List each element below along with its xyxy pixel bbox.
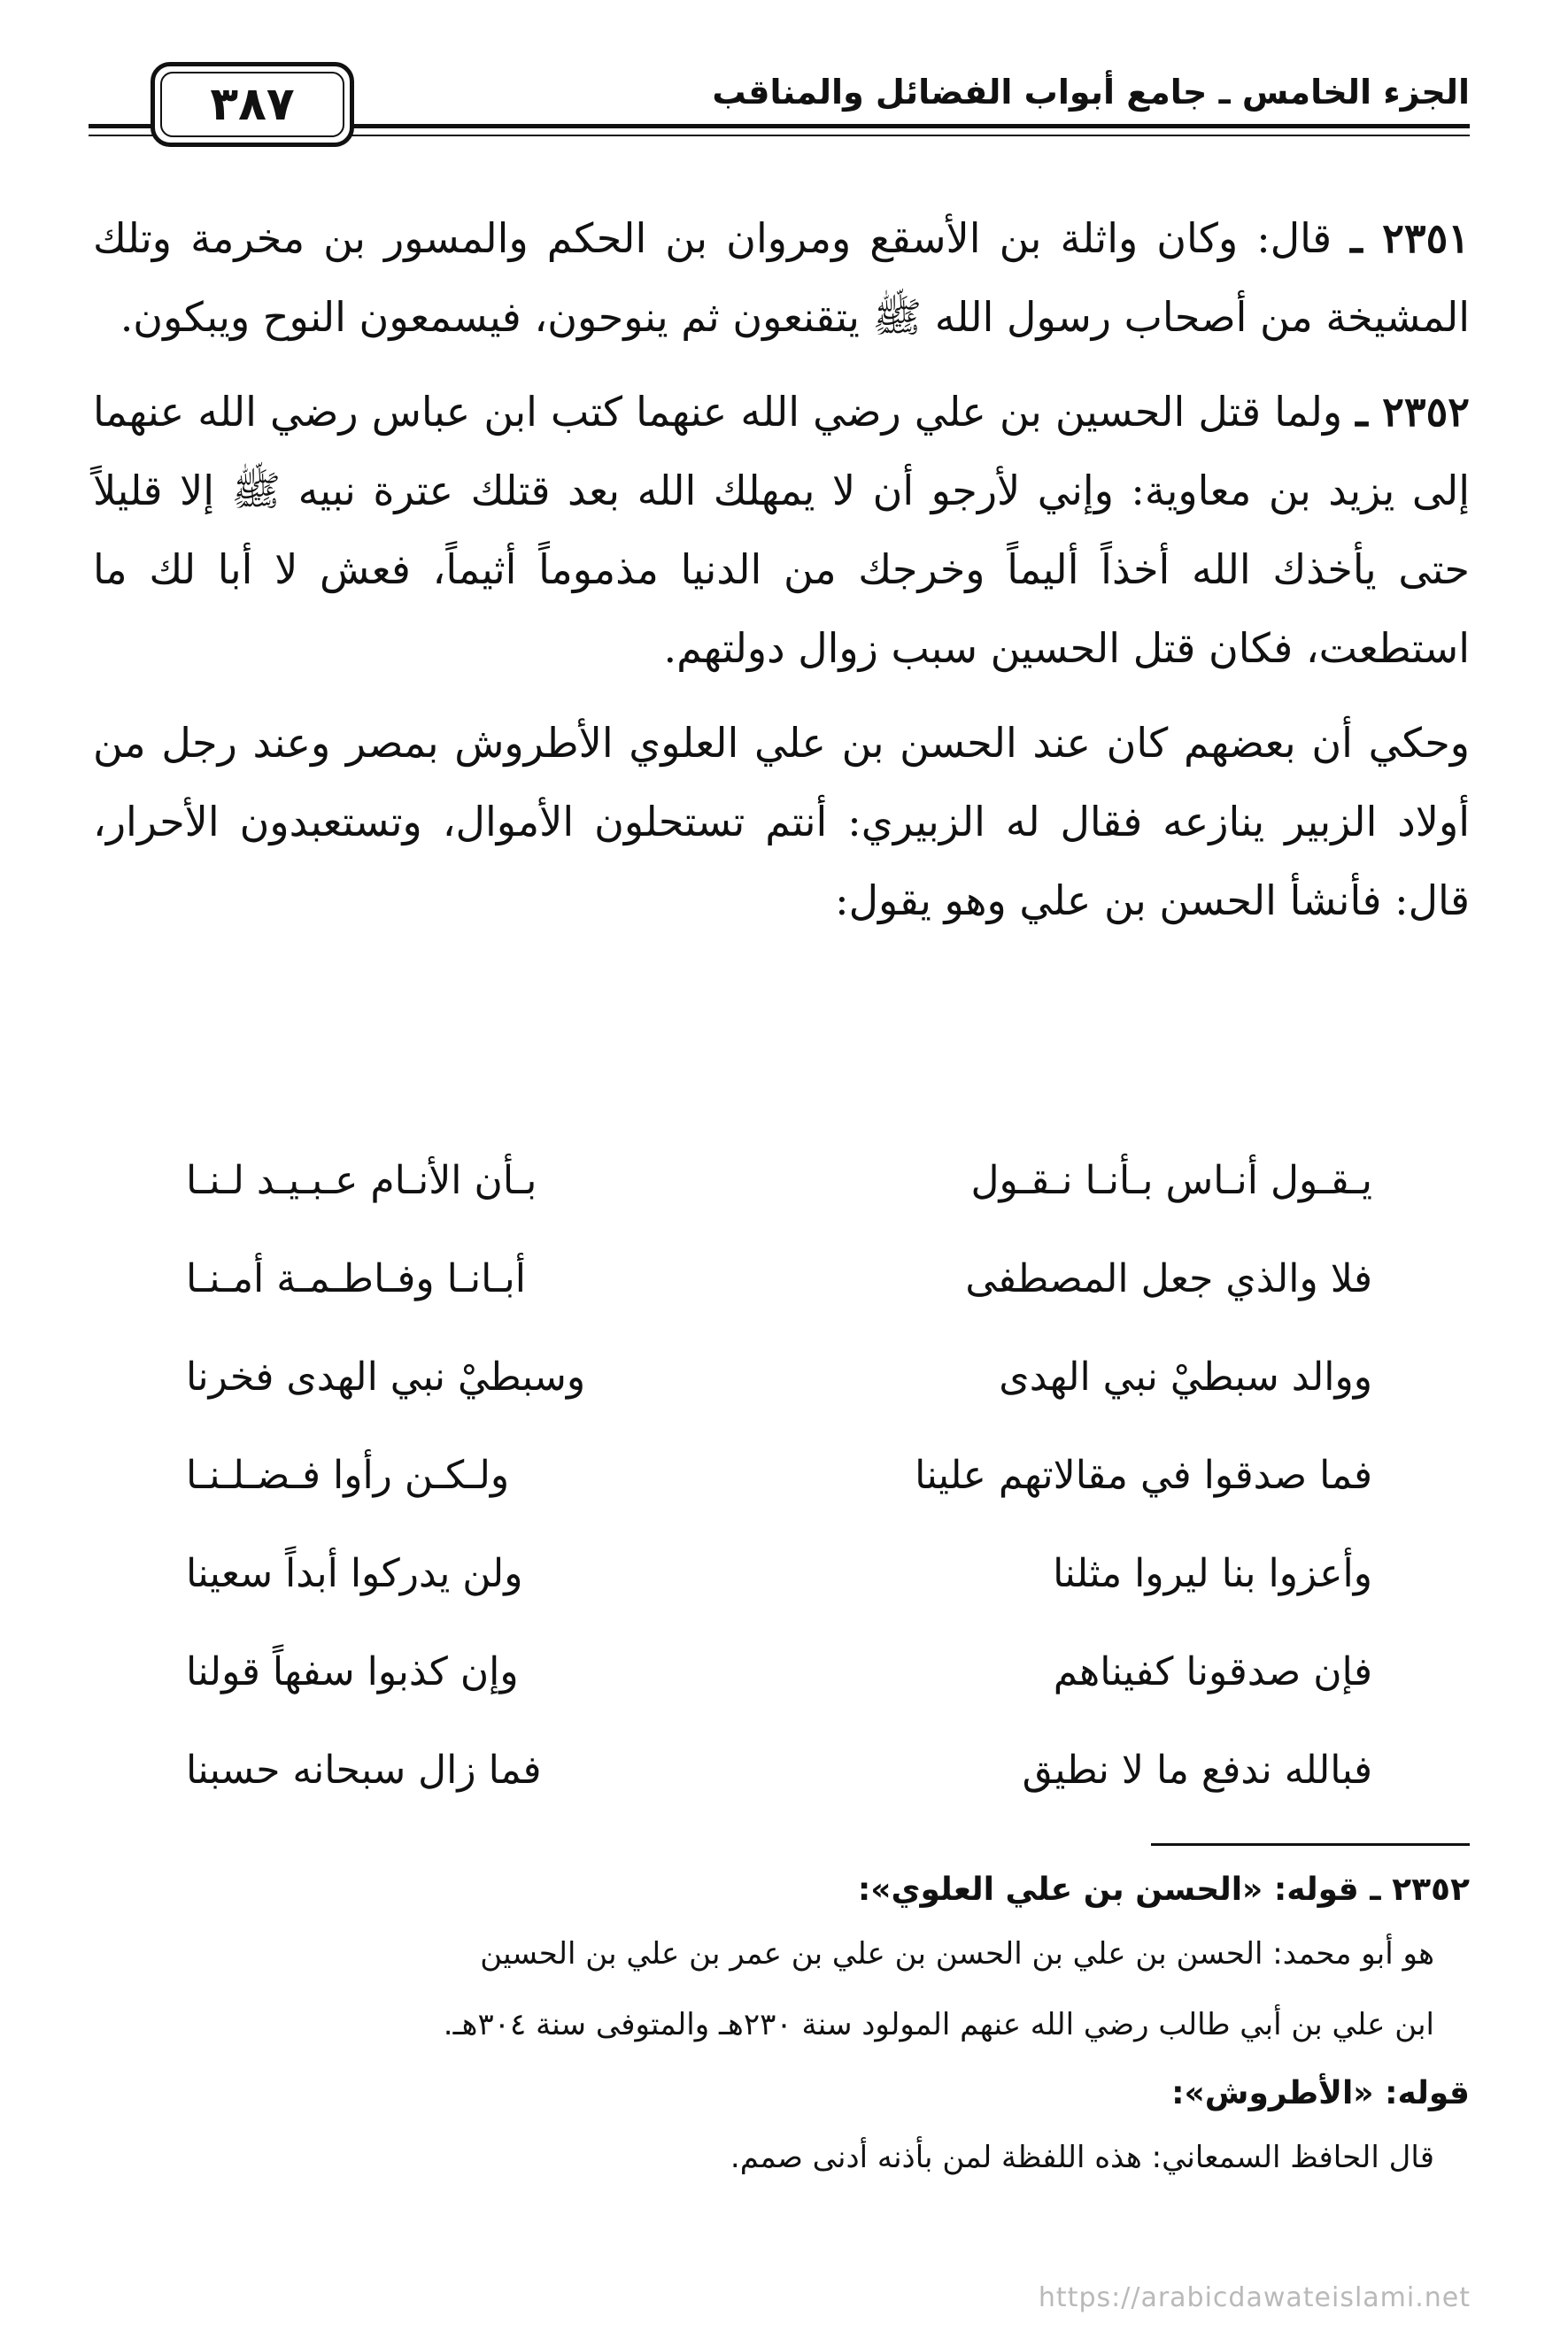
hadith-number: ٢٣٥٢ ـ: [1356, 388, 1470, 436]
poem-verse: [186, 1721, 1372, 1819]
verse-first-half: فإن صدقونا كفيناهم: [1053, 1649, 1372, 1694]
verse-second-half: وسبطيْ نبي الهدى فخرنا: [186, 1355, 586, 1400]
verse-first-half: ووالد سبطيْ نبي الهدى: [999, 1355, 1372, 1400]
verse-second-half: وإن كذبوا سفهاً قولنا: [186, 1649, 519, 1694]
paragraph-2351: [93, 199, 1470, 357]
verse-first-half: فلا والذي جعل المصطفى: [965, 1256, 1372, 1301]
footnote-text: هو أبو محمد: الحسن بن علي بن الحسن بن علي بن عمر بن علي بن الحسين: [480, 1936, 1434, 1972]
verse-first-half: وأعزوا بنا ليروا مثلنا: [1053, 1551, 1372, 1596]
poem: [186, 1131, 1372, 1819]
verse-second-half: ولـكـن رأوا فـضـلـنـا: [186, 1453, 510, 1498]
verse-first-half: فبالله ندفع ما لا نطيق: [1022, 1748, 1372, 1793]
footnotes: [93, 1859, 1470, 2196]
poem-verse: [186, 1131, 1372, 1230]
footnote-separator: [1151, 1843, 1470, 1846]
paragraph-2352: [93, 373, 1470, 688]
page-header: [89, 62, 1470, 159]
page-number: ٣٨٧: [160, 72, 344, 137]
paragraph-text: ولما قتل الحسين بن علي رضي الله عنهما كتب ابن عباس رضي الله عنهما إلى يزيد بن معاوية: وإني لأرجو أن لا يمهلك الله بعد قتلك عترة نبيه ﷺ إلا قليلاً حتى يأخذك الله أخذاً أليماً وخرجك من الدنيا مذموماً أثيماً، فعش لا أبا لك ما استطعت، فكان قتل الحسين سبب زوال دولتهم.: [93, 388, 1470, 672]
verse-first-half: فما صدقوا في مقالاتهم علينا: [915, 1453, 1372, 1498]
footnote-heading: ٢٣٥٢ ـ قوله: «الحسن بن علي العلوي»:: [857, 1872, 1470, 1908]
running-title: الجزء الخامس ـ جامع أبواب الفضائل والمناقب: [699, 73, 1470, 112]
site-watermark: https://arabicdawateislami.net: [1038, 2282, 1471, 2313]
footnote-text: ابن علي بن أبي طالب رضي الله عنهم المولود سنة ٢٣٠هـ والمتوفى سنة ٣٠٤هـ.: [443, 2007, 1434, 2042]
main-text: [93, 199, 1470, 956]
paragraph-text: وحكي أن بعضهم كان عند الحسن بن علي العلوي الأطروش بمصر وعند رجل من أولاد الزبير ينازعه فقال له الزبيري: أنتم تستحلون الأموال، وتستعبدون الأحرار، قال: فأنشأ الحسن بن علي وهو يقول:: [93, 719, 1470, 924]
poem-verse: [186, 1426, 1372, 1524]
verse-second-half: أبـانـا وفـاطـمـة أمـنـا: [186, 1256, 526, 1301]
verse-second-half: بـأن الأنـام عـبـيـد لـنـا: [186, 1158, 537, 1203]
paragraph-text: قال: وكان واثلة بن الأسقع ومروان بن الحكم والمسور بن مخرمة وتلك المشيخة من أصحاب رسول الله ﷺ يتقنعون ثم ينوحون، فيسمعون النوح ويبكون.: [93, 214, 1470, 341]
poem-verse: [186, 1230, 1372, 1328]
footnote-heading: قوله: «الأطروش»:: [1171, 2075, 1470, 2111]
verse-second-half: ولن يدركوا أبداً سعينا: [186, 1551, 523, 1596]
hadith-number: ٢٣٥١ ـ: [1350, 214, 1470, 262]
verse-second-half: فما زال سبحانه حسبنا: [186, 1748, 542, 1793]
poem-verse: [186, 1328, 1372, 1426]
verse-first-half: يـقـول أنـاس بـأنـا نـقـول: [970, 1158, 1372, 1203]
footnote-text: قال الحافظ السمعاني: هذه اللفظة لمن بأذنه أدنى صمم.: [730, 2140, 1434, 2175]
page-number-frame: [151, 62, 354, 147]
poem-verse: [186, 1623, 1372, 1721]
paragraph-narration: [93, 704, 1470, 940]
poem-verse: [186, 1524, 1372, 1623]
